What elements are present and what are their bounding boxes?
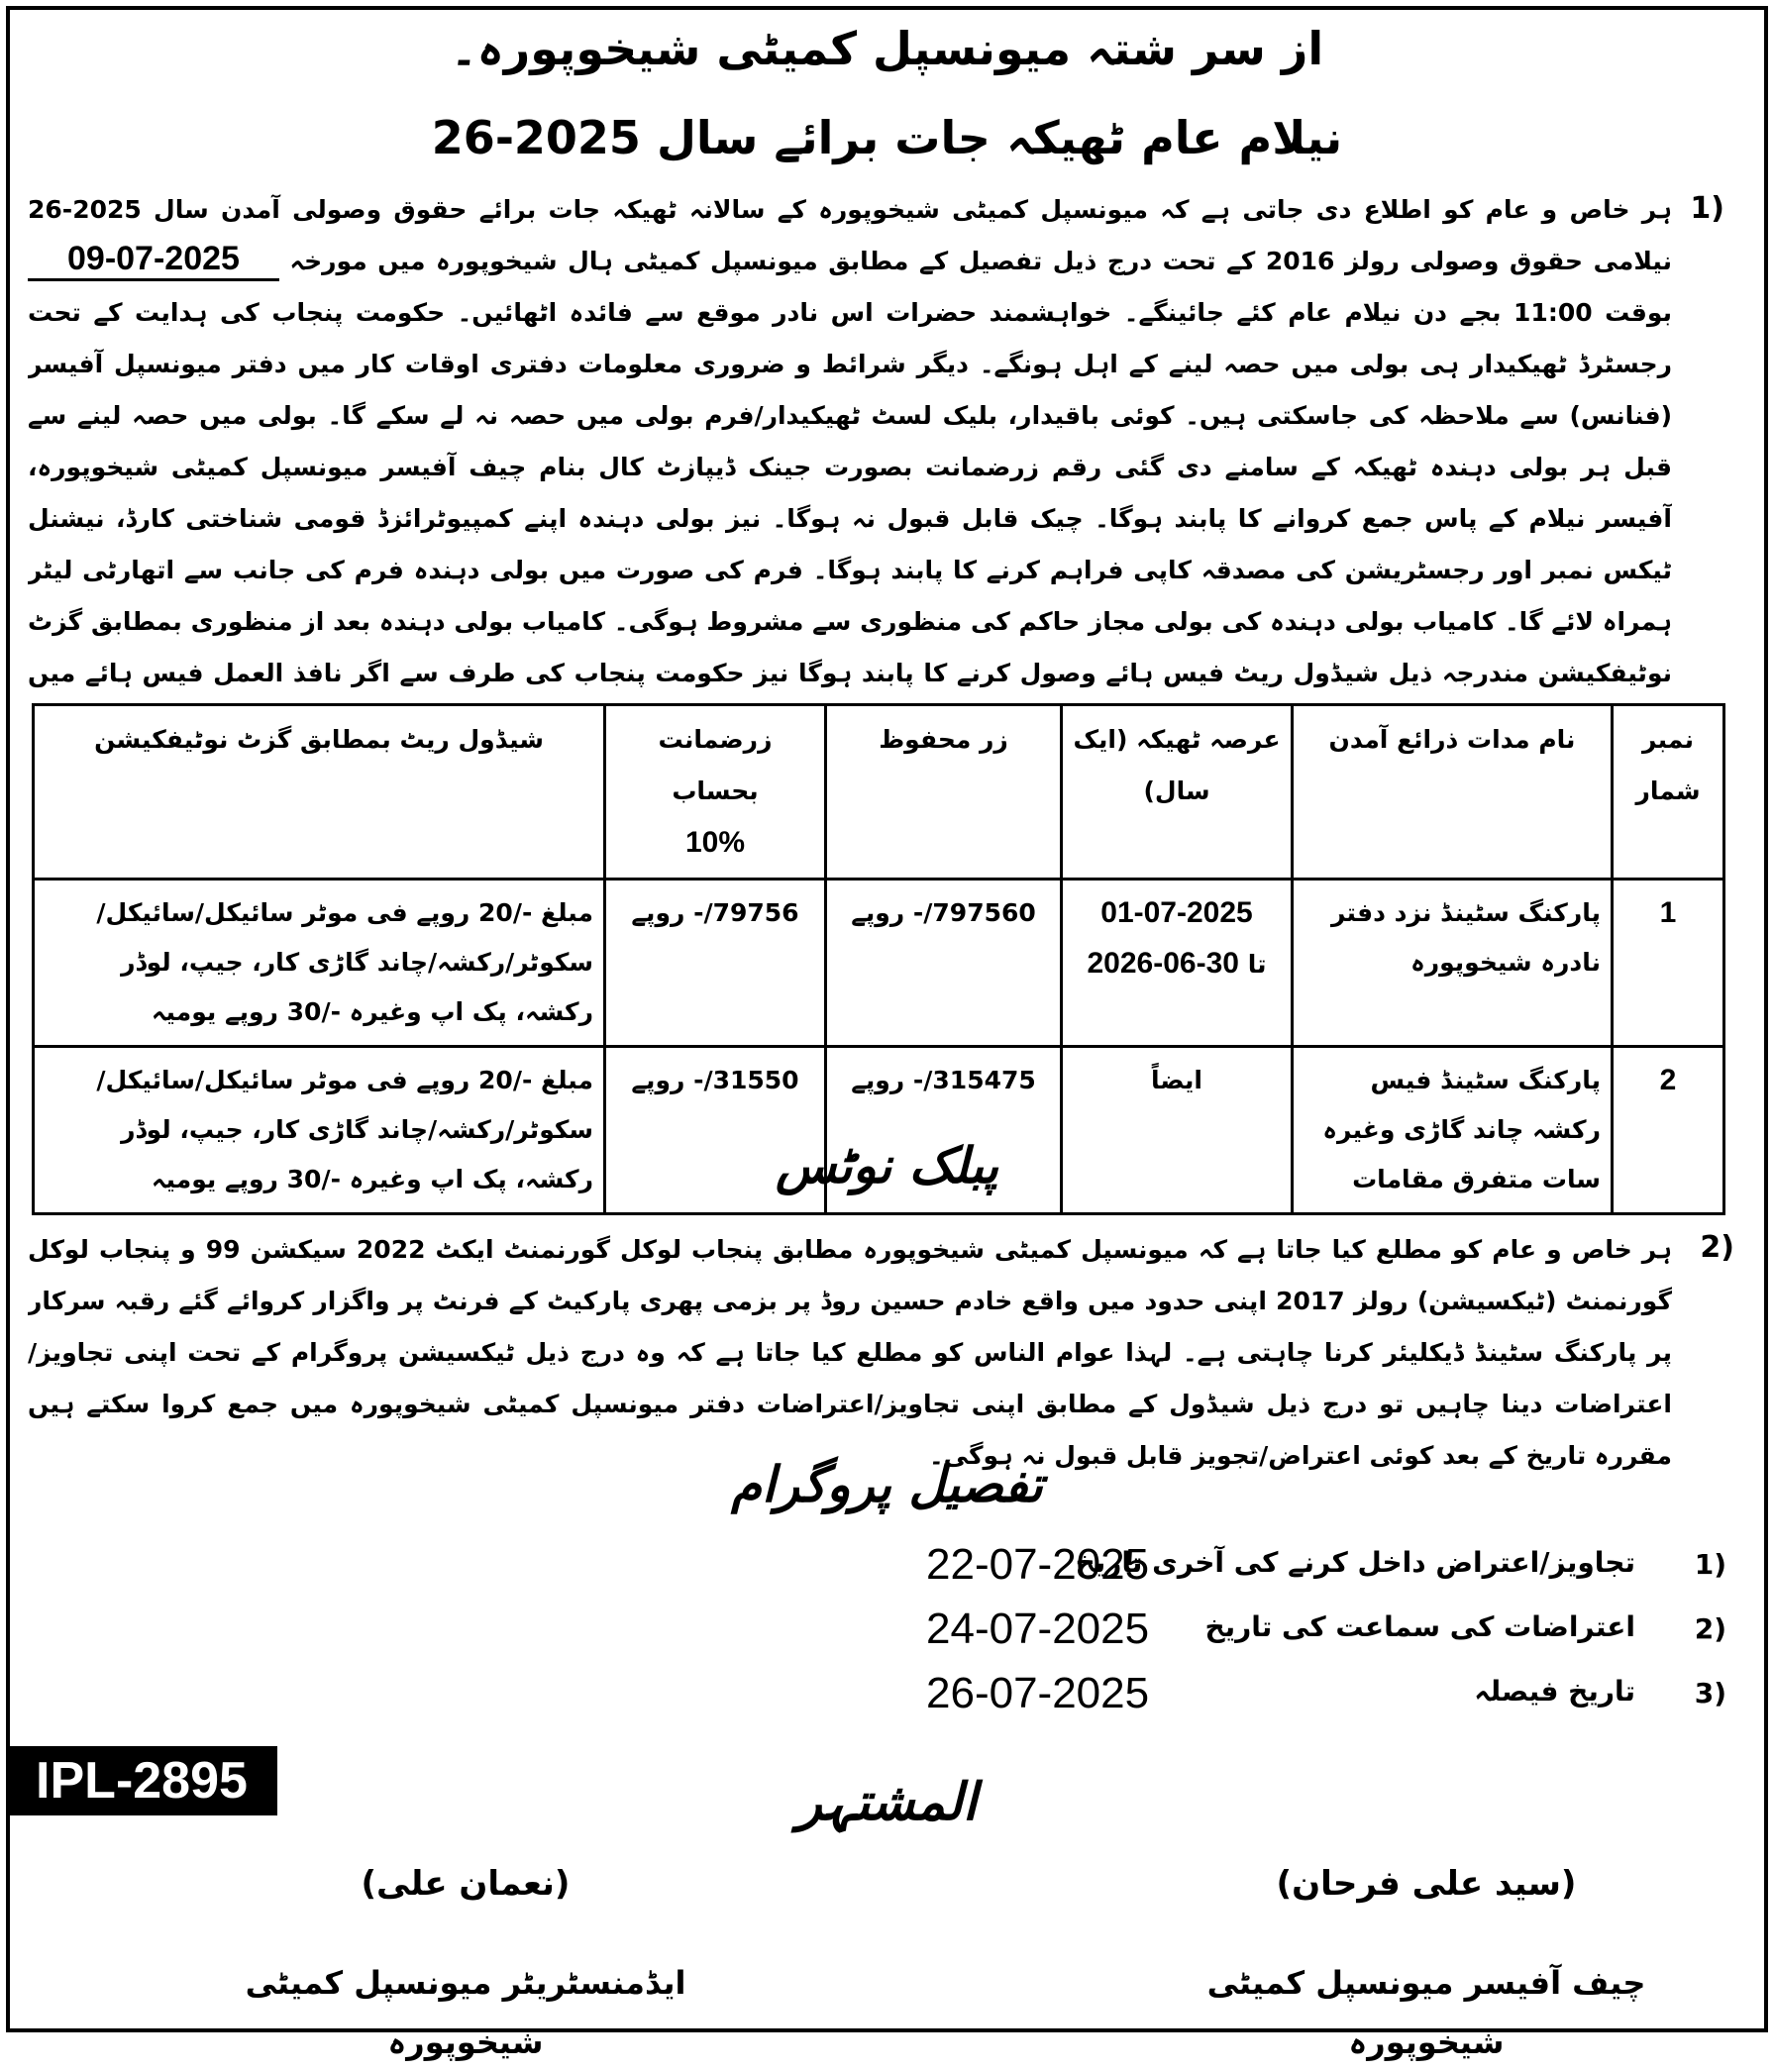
th-security [605,705,826,880]
th-security-label: زرضمانت بحساب [658,725,773,805]
th-serial: نمبر شمار [1613,705,1724,880]
row1-schedule: مبلغ -/20 روپے فی موٹر سائیکل/سائیکل/سکوٹر/رکشہ/چاند گاڑی کار، جیپ، لوڈر رکشہ، پک اپ وغیرہ -/30 روپے یومیہ [34,880,605,1047]
th-security-pct: 10% [684,826,746,859]
program-item-number: 2) [1694,1612,1726,1645]
program-item-label: تاریخ فیصلہ [1474,1675,1635,1708]
department-heading: از سر شتہ میونسپل کمیٹی شیخوپورہ۔ [450,22,1324,75]
administrator-title: ایڈمنسٹریٹر میونسپل کمیٹی شیخوپورہ [245,1964,686,2061]
program-item-date: 22-07-2025 [926,1540,1150,1589]
notice-title: نیلام عام ٹھیکہ جات برائے سال 2025-26 [431,111,1343,164]
signature-administrator [208,1854,723,2072]
row2-period: ایضاً [1062,1047,1293,1214]
notice2-number: 2) [1700,1230,1734,1265]
public-notice-paragraph: ہر خاص و عام کو مطلع کیا جاتا ہے کہ میونسپل کمیٹی شیخوپورہ مطابق پنجاب لوکل گورنمنٹ ایکٹ 2022 سیکشن 99 و پنجاب لوکل گورنمنٹ (ٹیکسیشن) رولز 2017 اپنی حدود میں واقع خادم حسین روڈ پر بزمی پھری پارکیٹ کے فرنٹ پر واگزار کروائے گئے رقبہ سرکار پر پارکنگ سٹینڈ ڈیکلیئر کرنا چاہتی ہے۔ لہذا عوام الناس کو مطلع کیا جاتا ہے کہ وہ درج ذیل ٹیکسیشن پروگرام کے تحت اپنی تجاویز/اعتراضات دینا چاہیں تو درج ذیل شیڈول کے مطابق اپنی تجاویز/اعتراضات دفتر میونسپل کمیٹی شیخوپورہ میں جمع کروا سکتے ہیں مقررہ تاریخ کے بعد کوئی اعتراض/تجویز قابل قبول نہ ہوگی۔ [28,1235,1672,1470]
row1-source: پارکنگ سٹینڈ نزد دفتر نادرہ شیخوپورہ [1293,880,1613,1047]
table-row [34,880,1724,1047]
chief-officer-name: (سید علی فرحان) [1276,1864,1577,1904]
administrator-name: (نعمان علی) [361,1864,571,1904]
program-item-date: 26-07-2025 [926,1669,1150,1717]
row2-security: 31550/- روپے [605,1047,826,1214]
th-schedule: شیڈول ریٹ بمطابق گزٹ نوٹیفکیشن [34,705,605,880]
ipl-badge: IPL-2895 [6,1746,277,1815]
row2-schedule: مبلغ -/20 روپے فی موٹر سائیکل/سائیکل/سکوٹر/رکشہ/چاند گاڑی کار، جیپ، لوڈر رکشہ، پک اپ وغیرہ -/30 روپے یومیہ [34,1047,605,1214]
th-period: عرصہ ٹھیکہ (ایک سال) [1062,705,1293,880]
row1-security: 79756/- روپے [605,880,826,1047]
row1-serial [1613,880,1724,1047]
program-item-label: تجاویز/اعتراض داخل کرنے کی آخری تاریخ [1075,1546,1635,1579]
notice1-text-before: ہر خاص و عام کو اطلاع دی جاتی ہے کہ میونسپل کمیٹی شیخوپورہ کے سالانہ ٹھیکہ جات برائے حقوق وصولی آمدن سال 2025-26 نیلامی حقوق وصولی رولز 2016 کے تحت درج ذیل تفصیل کے مطابق میونسپل کمیٹی ہال شیخوپورہ میں مورخہ [28,195,1672,275]
row2-serial-value: 2 [1659,1064,1677,1096]
program-item-number: 3) [1694,1677,1726,1709]
signature-chief-officer [1169,1854,1684,2072]
notice1-paragraph [28,184,1672,699]
program-item-label: اعتراضات کی سماعت کی تاریخ [1204,1610,1635,1643]
row2-reserve: 315475/- روپے [826,1047,1062,1214]
notice1-text-after: بوقت 11:00 بجے دن نیلام عام کئے جائینگے۔ خواہشمند حضرات اس نادر موقع سے فائدہ اٹھائیں۔ حکومت پنجاب کی ہدایت کے تحت رجسٹرڈ ٹھیکیدار ہی بولی میں حصہ لینے کے اہل ہونگے۔ دیگر شرائط و ضروری معلومات دفتری اوقات کار میں دفتر میونسپل آفیسر (فنانس) سے ملاحظہ کی جاسکتی ہیں۔ کوئی باقیدار، بلیک لسٹ ٹھیکیدار/فرم بولی میں حصہ نہ لے سکے گا۔ بولی میں حصہ لینے سے قبل ہر بولی دہندہ ٹھیکہ کے سامنے دی گئی رقم زرضمانت بصورت جینک ڈیپازٹ کال بنام چیف آفیسر میونسپل کمیٹی شیخوپورہ، آفیسر نیلام کے پاس جمع کروانے کا پابند ہوگا۔ چیک قابل قبول نہ ہوگا۔ نیز بولی دہندہ اپنے کمپیوٹرائزڈ قومی شناختی کارڈ، نیشنل ٹیکس نمبر اور رجسٹریشن کی مصدقہ کاپی فراہم کرنے کا پابند ہوگا۔ فرم کی صورت میں بولی دہندہ فرم کی جانب سے اتھارٹی لیٹر ہمراہ لائے گا۔ کامیاب بولی دہندہ کی بولی مجاز حاکم کی منظوری سے مشروط ہوگی۔ کامیاب بولی دہندہ بعد از منظوری بمطابق گزٹ نوٹیفکیشن مندرجہ ذیل شیڈول ریٹ فیس ہائے وصول کرنے کا پابند ہوگا نیز حکومت پنجاب کی طرف سے اگر نافذ العمل فیس ہائے میں [28,298,1672,687]
table-header-row [34,705,1724,880]
program-title: تفصیل پروگرام [731,1456,1043,1513]
notice1-number: 1) [1690,191,1724,226]
row2-source: پارکنگ سٹینڈ فیس رکشہ چاند گاڑی وغیرہ سات متفرق مقامات [1293,1047,1613,1214]
row1-period [1062,880,1293,1047]
program-item [0,1669,1774,1724]
row1-period-from: 01-07-2025 [1100,896,1253,929]
advertiser-label: المشتہر [796,1773,978,1832]
row1-serial-value: 1 [1659,896,1677,929]
program-item [0,1605,1774,1660]
program-item-number: 1) [1694,1548,1726,1581]
public-notice-title: پبلک نوٹس [775,1137,999,1194]
chief-officer-title: چیف آفیسر میونسپل کمیٹی شیخوپورہ [1206,1964,1646,2061]
th-reserve: زر محفوظ [826,705,1062,880]
program-item [0,1540,1774,1596]
row1-period-to-prefix: تا [1247,950,1267,979]
row1-reserve: 797560/- روپے [826,880,1062,1047]
row1-period-to: 30-06-2026 [1087,947,1239,980]
th-source: نام مدات ذرائع آمدن [1293,705,1613,880]
auction-date: 09-07-2025 [28,239,279,281]
program-item-date: 24-07-2025 [926,1605,1150,1653]
